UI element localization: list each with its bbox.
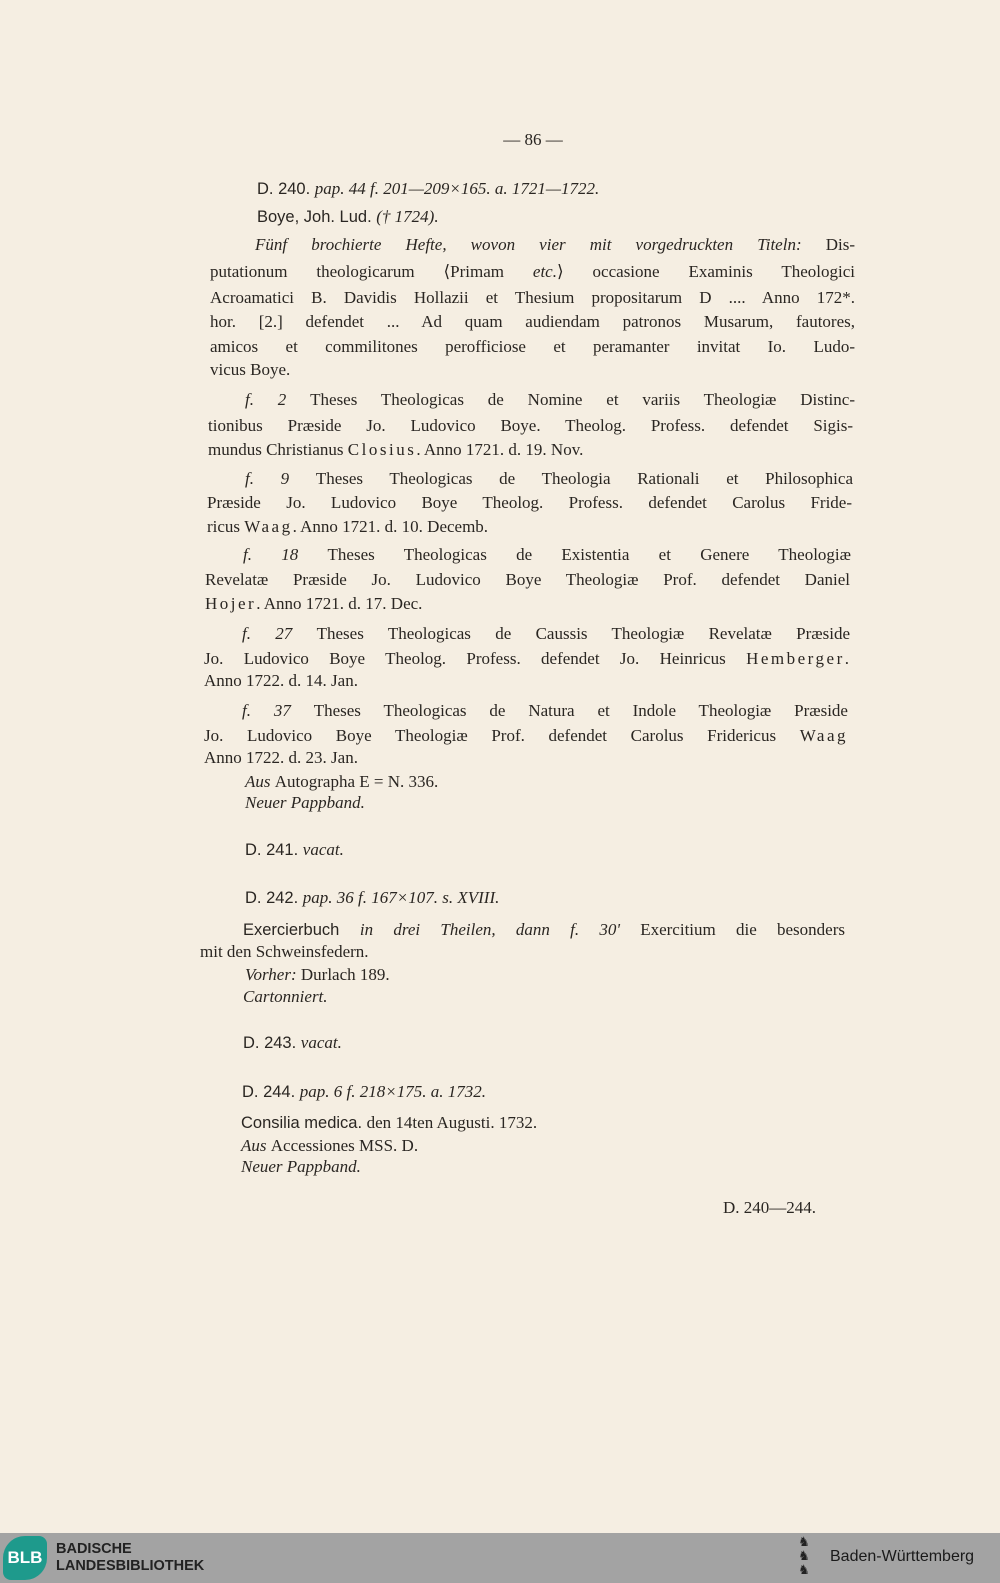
text-segment: D. 244. [242, 1083, 300, 1101]
text-line [245, 389, 855, 411]
text-segment: Anno 1722. d. 23. Jan. [204, 748, 358, 767]
text-line [245, 771, 438, 793]
text-segment: hor. [2.] defendet ... Ad quam audiendam patronos Musarum, fautores, [210, 312, 855, 331]
text-line [210, 336, 855, 358]
text-line [210, 261, 855, 283]
text-line [208, 415, 853, 437]
text-segment: ⟩ occasione Examinis Theologici [556, 262, 855, 281]
text-line [242, 1081, 486, 1103]
library-name-line1: BADISCHE [56, 1541, 132, 1557]
text-segment: . Anno 1721. d. 10. Decemb. [292, 517, 489, 536]
library-name[interactable] [56, 1541, 204, 1575]
text-segment: Jo. Ludovico Boye Theolog. Profess. defendet Jo. Heinricus [204, 649, 747, 668]
library-name-line2: LANDESBIBLIOTHEK [56, 1558, 205, 1574]
text-segment: Acroamatici B. Davidis Hollazii et Thesium propositarum D .... Anno 172*. [210, 288, 855, 307]
text-segment: Fünf brochierte Hefte, wovon vier mit vorgedruckten Titeln: [255, 235, 826, 254]
text-segment: Theses Theologicas de Existentia et Genere Theologiæ [327, 545, 851, 564]
text-line [245, 468, 853, 490]
text-segment: Exercitium die besonders [640, 920, 845, 939]
text-line [210, 287, 855, 309]
text-segment: in drei Theilen, dann f. 30' [359, 920, 641, 939]
text-segment: Consilia medica. [241, 1114, 367, 1132]
state-name[interactable]: Baden-Württemberg [830, 1548, 975, 1565]
text-segment: ricus [207, 517, 245, 536]
text-segment: f. 18 [243, 545, 328, 564]
text-line [723, 1197, 816, 1219]
text-line [243, 1032, 342, 1054]
text-line [205, 569, 850, 591]
text-segment: Theses Theologicas de Theologia Rationali et Philosophica [315, 469, 853, 488]
text-segment: pap. 44 f. 201—209×165. a. 1721—1722. [314, 179, 600, 198]
text-segment: Jo. Ludovico Boye Theologiæ Prof. defendet Carolus Fridericus [204, 726, 800, 745]
text-segment: Waag [799, 726, 848, 745]
text-line [242, 623, 850, 645]
text-segment: Closius [347, 440, 417, 459]
text-segment: den 14ten Augusti. 1732. [366, 1113, 538, 1132]
text-segment: († 1724). [376, 207, 439, 226]
text-line [207, 516, 488, 538]
text-line [200, 941, 369, 963]
text-segment: tionibus Præside Jo. Ludovico Boye. Theolog. Profess. defendet Sigis- [208, 416, 853, 435]
text-segment: Theses Theologicas de Natura et Indole Theologiæ Præside [313, 701, 848, 720]
text-segment: Theses Theologicas de Caussis Theologiæ Revelatæ Præside [316, 624, 850, 643]
text-segment: Waag [244, 517, 293, 536]
text-line [243, 986, 328, 1008]
text-segment: . Anno 1721. d. 17. Dec. [256, 594, 423, 613]
text-line [208, 439, 583, 461]
text-line [257, 178, 599, 200]
text-segment: Accessiones MSS. D. [270, 1136, 419, 1155]
text-segment: . Anno 1721. d. 19. Nov. [416, 440, 584, 459]
text-segment: f. 27 [242, 624, 317, 643]
text-segment: pap. 6 f. 218×175. a. 1732. [299, 1082, 486, 1101]
text-segment: Revelatæ Præside Jo. Ludovico Boye Theologiæ Prof. defendet Daniel [205, 570, 850, 589]
text-segment: . [844, 649, 849, 668]
text-line [245, 887, 499, 909]
text-segment: etc. [532, 262, 557, 281]
text-line [243, 919, 845, 941]
three-lions-coat-of-arms-icon: ♞ ♞ ♞ [798, 1535, 810, 1578]
text-segment: Cartonniert. [243, 987, 328, 1006]
text-line [255, 234, 855, 256]
text-segment: Dis- [825, 235, 855, 254]
text-line [241, 1135, 418, 1157]
text-line [204, 747, 358, 769]
text-line [242, 700, 848, 722]
text-segment: Hemberger [746, 649, 845, 668]
text-segment: D. 240—244. [723, 1198, 817, 1217]
text-segment: amicos et commilitones perofficiose et peramanter invitat Io. Ludo- [210, 337, 855, 356]
page-number: — 86 — [503, 130, 563, 149]
text-segment: pap. 36 f. 167×107. s. XVIII. [302, 888, 500, 907]
text-segment: Aus [241, 1136, 271, 1155]
text-line [204, 725, 848, 747]
text-segment: D. 242. [245, 889, 303, 907]
text-line [241, 1112, 537, 1134]
text-line [257, 206, 439, 228]
footer-bar [0, 1533, 1000, 1583]
text-line [245, 839, 344, 861]
text-line [204, 670, 358, 692]
text-segment: f. 37 [242, 701, 314, 720]
text-segment: Aus [245, 772, 275, 791]
blb-logo[interactable]: BLB [3, 1536, 47, 1580]
text-segment: Autographa E = N. 336. [274, 772, 439, 791]
text-segment: Neuer Pappband. [245, 793, 365, 812]
text-segment: Durlach 189. [300, 965, 390, 984]
text-line [210, 359, 290, 381]
text-segment: D. 241. [245, 841, 303, 859]
text-segment: putationum theologicarum ⟨Primam [210, 262, 533, 281]
text-line [243, 544, 851, 566]
text-segment: f. 9 [245, 469, 316, 488]
text-line [241, 1156, 361, 1178]
text-segment: Theses Theologicas de Nomine et variis Theologiæ Distinc- [310, 390, 855, 409]
text-line [204, 648, 849, 670]
text-segment: D. 240. [257, 180, 315, 198]
text-line [245, 792, 365, 814]
text-segment: f. 2 [245, 390, 311, 409]
text-segment: vicus Boye. [210, 360, 291, 379]
text-line [207, 492, 852, 514]
text-segment: mit den Schweinsfedern. [200, 942, 369, 961]
text-line [245, 964, 390, 986]
text-segment: Præside Jo. Ludovico Boye Theolog. Profess. defendet Carolus Fride- [207, 493, 852, 512]
text-line [210, 311, 855, 333]
text-segment: D. 243. [243, 1034, 301, 1052]
text-segment: vacat. [302, 840, 344, 859]
text-segment: Neuer Pappband. [241, 1157, 361, 1176]
text-segment: Anno 1722. d. 14. Jan. [204, 671, 358, 690]
text-segment: Vorher: [245, 965, 301, 984]
text-segment: mundus Christianus [208, 440, 348, 459]
text-segment: Boye, Joh. Lud. [257, 208, 377, 226]
text-segment: vacat. [300, 1033, 342, 1052]
text-segment: Hojer [205, 594, 257, 613]
text-segment: Exercierbuch [243, 921, 360, 939]
text-line [205, 593, 422, 615]
